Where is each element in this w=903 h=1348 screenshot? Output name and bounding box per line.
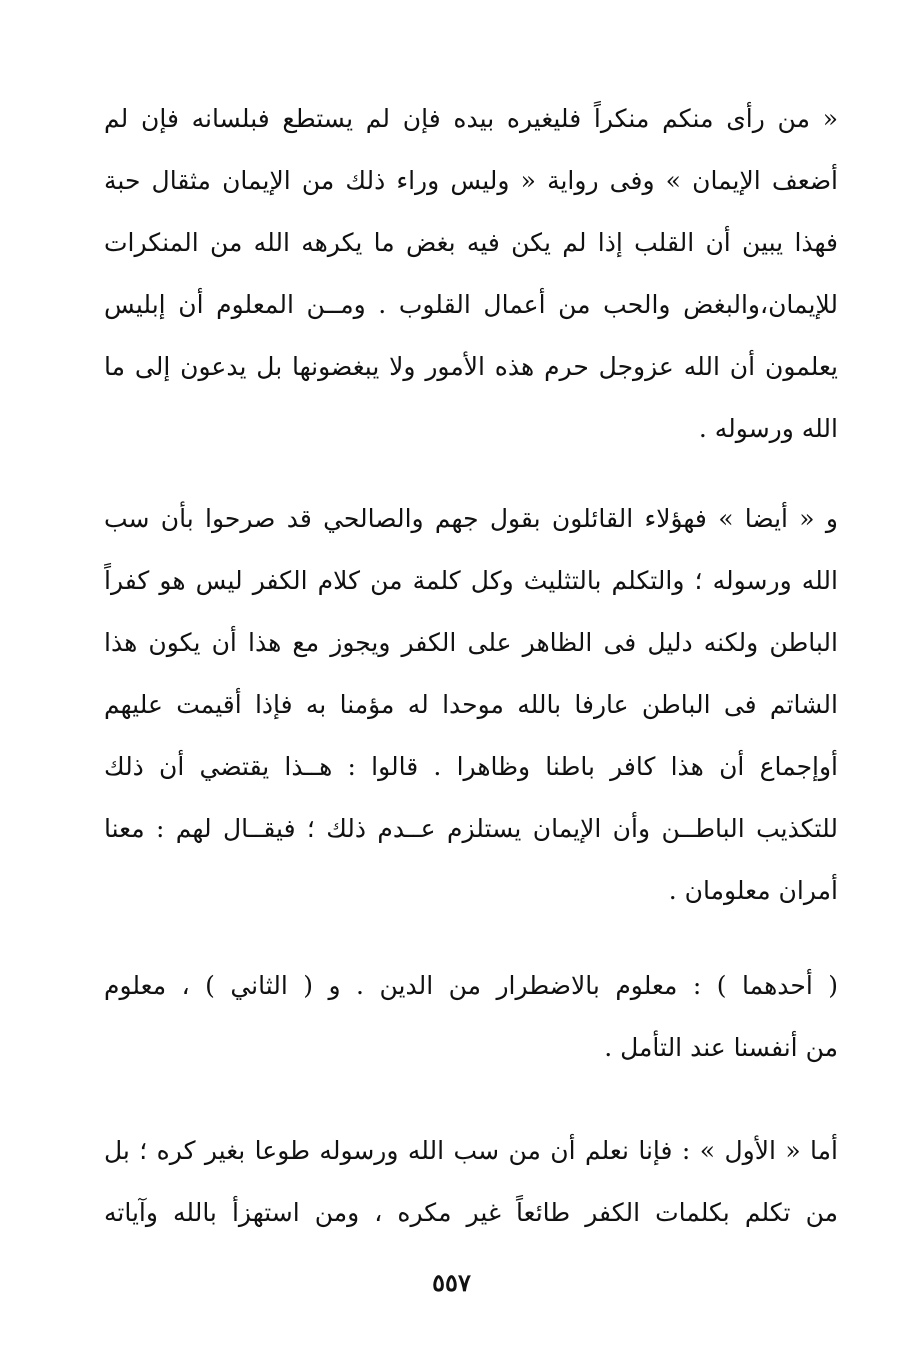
text-line: للتكذيب الباطــن وأن الإيمان يستلزم عــدم ذلك ؛ فيقــال لهم : معنا xyxy=(104,814,838,843)
text-line: أضعف الإيمان » وفى رواية « وليس وراء ذلك من الإيمان مثقال حبة xyxy=(104,166,838,195)
text-line: للإيمان،والبغض والحب من أعمال القلوب . ومــن المعلوم أن إبليس xyxy=(104,290,838,319)
text-line: يعلمون أن الله عزوجل حرم هذه الأمور ولا يبغضونها بل يدعون إلى ما xyxy=(104,352,838,381)
text-line: الله ورسوله . xyxy=(698,414,838,443)
paragraph-1 xyxy=(104,88,838,460)
paragraph-3 xyxy=(104,955,838,1079)
paragraph-2 xyxy=(104,488,838,922)
page-number: ٥٥٧ xyxy=(432,1268,471,1297)
text-line: من تكلم بكلمات الكفر طائعاً غير مكره ، ومن استهزأ بالله وآياته xyxy=(104,1198,838,1227)
text-line: أوإجماع أن هذا كافر باطنا وظاهرا . قالوا : هــذا يقتضي أن ذلك xyxy=(104,752,838,781)
text-line: « من رأى منكم منكراً فليغيره بيده فإن لم يستطع فبلسانه فإن لم xyxy=(104,104,838,133)
text-line: الباطن ولكنه دليل فى الظاهر على الكفر ويجوز مع هذا أن يكون هذا xyxy=(104,628,838,657)
text-line: الله ورسوله ؛ والتكلم بالتثليث وكل كلمة من كلام الكفر ليس هو كفراً xyxy=(104,566,838,595)
paragraph-4 xyxy=(104,1120,838,1244)
text-line: من أنفسنا عند التأمل . xyxy=(604,1033,838,1062)
text-line: ( أحدهما ) : معلوم بالاضطرار من الدين . و ( الثاني ) ، معلوم xyxy=(104,971,838,1000)
text-line: و « أيضا » فهؤلاء القائلون بقول جهم والصالحي قد صرحوا بأن سب xyxy=(104,504,838,533)
text-line: أما « الأول » : فإنا نعلم أن من سب الله ورسوله طوعا بغير كره ؛ بل xyxy=(104,1136,838,1165)
text-line: الشاتم فى الباطن عارفا بالله موحدا له مؤمنا به فإذا أقيمت عليهم xyxy=(104,690,838,719)
text-line: أمران معلومان . xyxy=(668,876,838,905)
text-line: فهذا يبين أن القلب إذا لم يكن فيه بغض ما يكرهه الله من المنكرات xyxy=(104,228,838,257)
